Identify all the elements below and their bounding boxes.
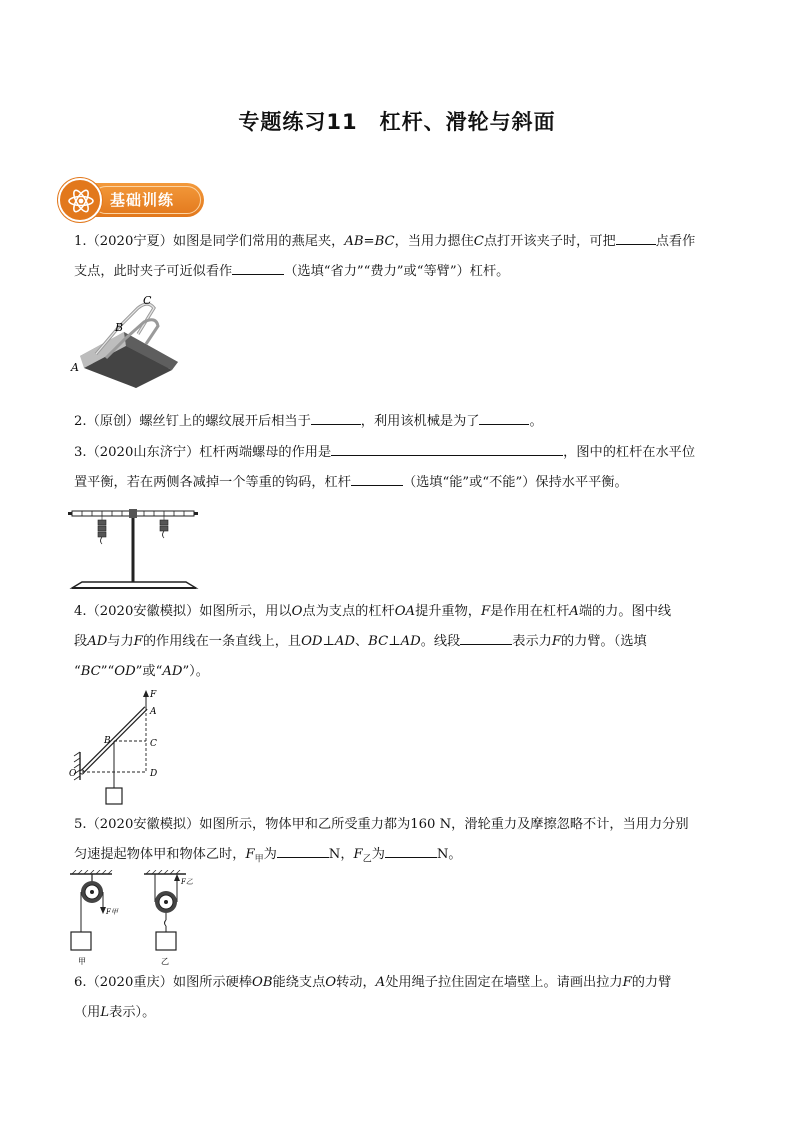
section-label: 基础训练: [110, 191, 175, 209]
binder-clip-figure: [66, 292, 186, 392]
question-1: [74, 227, 726, 287]
q1-line-1: 1.（2020宁夏）如图是同学们常用的燕尾夹，AB=BC，当用力摁住C点打开该夹子时，可把 点看作: [74, 227, 726, 257]
q2-blank-1[interactable]: [311, 410, 361, 425]
q4-label-O: O: [69, 769, 77, 779]
q2-blank-2[interactable]: [479, 410, 529, 425]
q1-label-A: A: [71, 361, 79, 374]
q4-line-3: “BC”“OD”或“AD”）。: [74, 664, 209, 679]
lever-stand-figure: [68, 502, 200, 594]
q5-label-F-yi: F乙: [181, 878, 193, 886]
q4-label-B: B: [104, 736, 111, 746]
pulleys-figure: [64, 870, 214, 970]
q5-blank-1[interactable]: [277, 843, 329, 858]
q1-blank-1[interactable]: [616, 230, 656, 245]
section-badge: [58, 178, 204, 222]
q5-label-yi: 乙: [161, 957, 169, 966]
q3-blank-2[interactable]: [351, 471, 403, 486]
q4-label-C: C: [150, 739, 157, 749]
q5-line-1: 5.（2020安徽模拟）如图所示，物体甲和乙所受重力都为160 N，滑轮重力及摩擦忽略不计，当用力分别: [74, 817, 689, 832]
q4-label-A: A: [150, 707, 157, 717]
question-3: [74, 438, 726, 498]
question-6: [74, 968, 726, 1028]
q4-line-2: 段AD与力F的作用线在一条直线上，且OD⊥AD、BC⊥AD。线段 表示力F的力臂。（选填: [74, 627, 726, 657]
q5-blank-2[interactable]: [385, 843, 437, 858]
q6-line-2: （用L表示）。: [74, 1005, 156, 1020]
q2-line-1: 2.（原创）螺丝钉上的螺纹展开后相当于 ，利用该机械是为了 。: [74, 407, 726, 437]
q5-label-F-jia: F甲: [106, 908, 118, 916]
q1-blank-2[interactable]: [232, 260, 284, 275]
q4-label-F: F: [150, 690, 157, 700]
q6-line-1: 6.（2020重庆）如图所示硬棒OB能绕支点O转动，A处用绳子拉住固定在墙壁上。请画出拉力F的力臂: [74, 975, 672, 990]
q1-line-2: 支点，此时夹子可近似看作 （选填“省力”“费力”或“等臂”）杠杆。: [74, 257, 726, 287]
q4-line-1: 4.（2020安徽模拟）如图所示，用以O点为支点的杠杆OA提升重物，F是作用在杠杆A端的力。图中线: [74, 604, 672, 619]
page-title: 专题练习11 杠杆、滑轮与斜面: [238, 110, 556, 134]
q1-label-B: B: [115, 321, 124, 334]
q3-line-1: 3.（2020山东济宁）杠杆两端螺母的作用是 ，图中的杠杆在水平位: [74, 438, 726, 468]
question-2: [74, 407, 726, 437]
q5-label-jia: 甲: [78, 957, 86, 966]
q4-label-D: D: [150, 769, 158, 779]
question-4: [74, 597, 726, 687]
q3-line-2: 置平衡，若在两侧各减掉一个等重的钩码，杠杆 （选填“能”或“不能”）保持水平平衡。: [74, 468, 726, 498]
q3-blank-1[interactable]: [331, 441, 563, 456]
lever-oa-figure: [66, 688, 166, 806]
q5-line-2: 匀速提起物体甲和物体乙时，$F_甲$为 N，$F_乙$为 N。: [74, 840, 726, 875]
q1-label-C: C: [143, 294, 152, 307]
question-5: [74, 810, 726, 875]
atom-icon: [58, 178, 102, 222]
q4-blank[interactable]: [460, 630, 512, 645]
